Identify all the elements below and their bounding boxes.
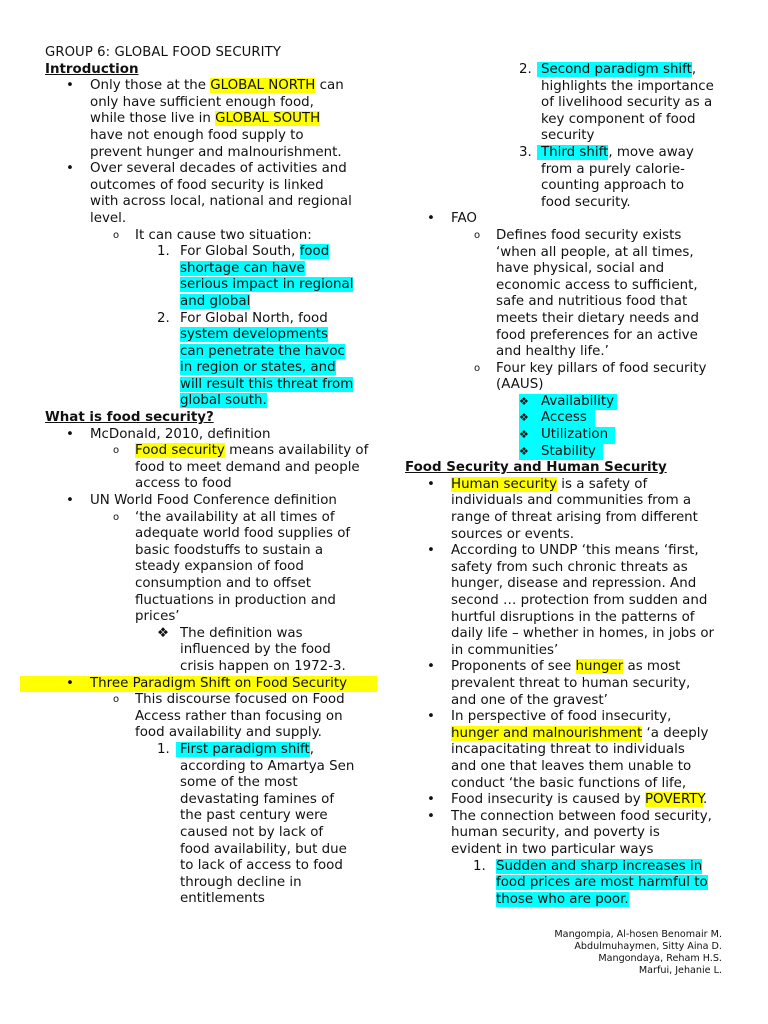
document-title: GROUP 6: GLOBAL FOOD SECURITY [45, 45, 281, 60]
list-item: 2. For Global North, food [157, 310, 328, 326]
pillar-item: ❖ Availability [405, 394, 725, 411]
list-item: ❖ The definition was [157, 625, 303, 641]
diamond-bullet-icon: ❖ [519, 444, 529, 458]
author-line: Abdulmuhaymen, Sitty Aina D. [574, 941, 722, 952]
diamond-bullet-icon: ❖ [157, 625, 170, 641]
list-item: 1. First paradigm shift, [157, 741, 315, 757]
list-item: • Only those at the GLOBAL NORTH can [66, 78, 344, 94]
intro-heading: Introduction [45, 61, 139, 77]
list-item: o It can cause two situation: [113, 227, 312, 243]
author-credits [554, 929, 722, 977]
list-item: • Proponents of see hunger as most [427, 659, 681, 675]
list-item: • UN World Food Conference definition [66, 493, 337, 509]
diamond-bullet-icon: ❖ [519, 394, 529, 408]
diamond-bullet-icon: ❖ [519, 428, 529, 442]
list-item: o Food security means availability of [113, 443, 369, 459]
list-item: • Over several decades of activities and [66, 161, 347, 177]
author-line: Mangompia, Al-hosen Benomair M. [554, 929, 722, 940]
list-item: 1. Sudden and sharp increases in [473, 858, 703, 874]
list-item: • The connection between food security, [427, 808, 712, 824]
diamond-bullet-icon: ❖ [519, 411, 529, 425]
author-line: Marfui, Jehanie L. [638, 965, 722, 976]
list-item: o Four key pillars of food security [474, 360, 707, 376]
list-item: o Defines food security exists [474, 227, 682, 243]
left-column: GROUP 6: GLOBAL FOOD SECURITY Introduction • Only those at the GLOBAL NORTH can only have sufficient enough food, while those live in GLOBAL SOUTH have not enough food supply to prevent hunger and malnourishment. • Over several decades of activities and outcomes of food security is linked with across local, national and regional level. o It can cause two situation: 1. For Global South, food shortage can have serious impact in regional and global 2. For Global North, food system developments can penetrate the havoc in region or states, and will result this threat from global south. What is food security? • McDonald, 2010, definition o Food security means availability of food to meet demand and people access to food • UN World Food Conference definition o ‘the availability at all times of adequate world food supplies of basic foodstuffs to sustain a steady expansion of food consumption and to offset fluctuations in production and prices’ ❖ The definition was influenced by the food crisis happen on 1972-3. • Three Paradigm Shift on Food Security o This discourse focused on Food Access rather than focusing on food availability and supply. 1. First paradigm shift, according to Amartya Sen some of the most devastating famines of the past century were caused not by lack of food availability, but due to lack of access to food through decline in entitlements [45, 45, 365, 908]
what-heading: What is food security? [45, 410, 214, 426]
list-item: • Food insecurity is caused by POVERTY. [427, 792, 708, 808]
list-item: o ‘the availability at all times of [113, 509, 335, 525]
pillar-item: ❖ Utilization [405, 427, 725, 444]
list-item: 2. Second paradigm shift, [519, 62, 697, 77]
list-item: 1. For Global South, food [157, 244, 330, 260]
author-line: Mangondaya, Reham H.S. [598, 953, 722, 964]
pillar-item: ❖ Stability [405, 444, 725, 461]
right-column: 2. Second paradigm shift, highlights the importance of livelihood security as a key component of food security 3. Third shift, move away from a purely calorie- counting approach to food security. • FAO o Defines food security exists ‘when all people, at all times, have physical, social and economic access to sufficient, safe and nutritious food that meets their dietary needs and food preferences for an active and healthy life.’ o Four key pillars of food security (AAUS) ❖ Availability ❖ Access ❖ Utilization ❖ Stability Food Security and Human Security • Human security is a safety of individuals and communities from a range of threat arising from different sources or events. • According to UNDP ‘this means ‘first, safety from such chronic threats as hunger, disease and repression. And second … protection from sudden and hurtful disruptions in the patterns of daily life – whether in homes, in jobs or in communities’ • Proponents of see hunger as most prevalent threat to human security, and one of the gravest’ • In perspective of food insecurity, hunger and malnourishment ‘a deeply incapacitating threat to individuals and one that leaves them unable to conduct ‘the basic functions of life, • Food insecurity is caused by POVERTY. • The connection between food security, human security, and poverty is evident in two particular ways 1. Sudden and sharp increases in food prices are most harmful to those who are poor. [405, 62, 725, 908]
list-item: • According to UNDP ‘this means ‘first, [427, 543, 699, 559]
list-item: o This discourse focused on Food [113, 692, 345, 708]
list-item: • In perspective of food insecurity, [427, 709, 672, 725]
list-item: • Human security is a safety of [427, 476, 648, 492]
list-item: 3. Third shift, move away [519, 144, 694, 160]
pillar-item: ❖ Access [405, 410, 725, 427]
human-security-heading: Food Security and Human Security [405, 460, 667, 476]
list-item: • Three Paradigm Shift on Food Security [20, 676, 377, 693]
list-item: • FAO [427, 211, 477, 227]
list-item: • McDonald, 2010, definition [66, 426, 271, 442]
